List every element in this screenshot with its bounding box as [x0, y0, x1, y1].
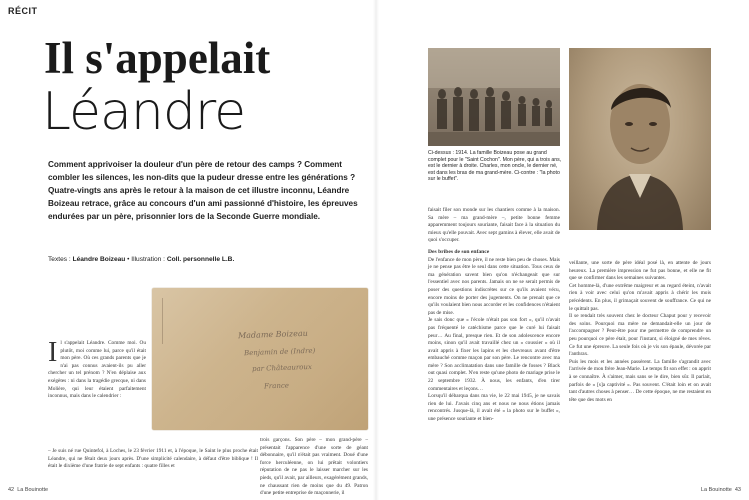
page-number-left: 42 — [8, 487, 15, 493]
postcard-image — [152, 288, 368, 430]
col1-text2: – Je suis né rue Quintefol, à Loches, le 23 février 1911 et, à l'époque, le Saint le plus proche était Léandre, qui ne fêtait deux jours après. D'une simplicité calendaire, à défaut d'être biblique ! Il était le dixième d'une fratrie de sept enfants : quatre filles et — [48, 448, 258, 470]
portrait-figure — [569, 48, 711, 230]
page-gutter — [373, 0, 379, 500]
col3-text: faisait filer son monde sur les chantiers comme à la maison. Sa mère – ma grand-mère –, petite bonne femme apparemment toujours souriante, faisait face à la situation du mieux qu'elle pouvait. Avec sept gamins à élever, elle avait de quoi s'occuper. — [428, 207, 560, 244]
family-photo — [428, 48, 560, 146]
credits-label: Textes : — [48, 256, 73, 263]
postcard-faint-writing — [162, 298, 193, 344]
section-rubric: RÉCIT — [8, 6, 38, 16]
folio-right — [701, 487, 741, 493]
portrait-photo — [569, 48, 711, 230]
column-1-bottom — [48, 448, 258, 480]
col4-text2: Cet homme-là, d'une extrême maigreur et au regard éteint, n'avait rien à voir avec celui qu'on m'avait appris à chérir les mois précédents. En plus, il grimaçait souvent de souffrance. Ce qui ne le quittait pas. — [569, 282, 711, 312]
article-title-line1: Il s'appelait — [44, 33, 271, 83]
family-group-figures — [428, 48, 560, 146]
credits-sep: • Illustration : — [125, 256, 167, 263]
column-2 — [260, 437, 368, 497]
postcard-line-3: par Châteauroux — [251, 362, 313, 374]
credits-illustration: Coll. personnelle L.B. — [166, 256, 235, 263]
page-number-right: 43 — [734, 487, 741, 493]
photo-caption: Ci-dessus : 1914. La famille Boizeau pose au grand complet pour le "Saint Cochon". Mon père, qui a trois ans, est le dernier à droite. Charles, mon oncle, le dernier né, est dans les bras de ma grand-mère. Ci-contre : "la photo sur le buffet". — [428, 150, 562, 183]
credits — [48, 256, 234, 263]
magazine-name-left: La Bouinotte — [17, 487, 49, 493]
article-title-line2: Léandre — [42, 82, 246, 142]
magazine-name-right: La Bouinotte — [700, 487, 732, 493]
col1-text: l s'appelait Léandre. Comme moi. Ou plutôt, moi comme lui, parce qu'il était mon père. Où ces grands parents que je n'ai pas connus avaient-ils pu aller chercher un tel prénom ? N'en déplaise aux exégètes : ni dans la tragédie grecque, ni dans Molière, qui leur étaient parfaitement inconnus, mais dans le calendrier : — [48, 340, 146, 400]
dropcap: I — [48, 337, 58, 368]
col2-text: trois garçons. Son père – mon grand-père – présentait l'apparence d'une sorte de géant débonnaire, qu'il n'était pas vraiment. Doué d'une force herculéenne, on lui prêtait volontiers réputation de ne pas le laisser marcher sur les pieds, qu'il avait, par ailleurs, exagérément grands, ne chaussant rien de moins que du 49. Patron d'une petite entreprise de maçonnerie, il — [260, 437, 368, 497]
postcard-line-1: Madame Boizeau — [237, 328, 308, 341]
col3-text4: Lorsqu'il débarqua dans ma vie, le 22 mai 1945, je ne savais rien de lui. J'avais cinq ans et nous ne nous étions jamais rencontrés. Jusque-là, il avait été « la photo sur le buffet », une présence souriante et bien- — [428, 393, 560, 423]
credits-author: Léandre Boizeau — [72, 256, 126, 263]
postcard-line-2: Benjamin de (Indre) — [243, 346, 316, 358]
column-3 — [428, 207, 560, 482]
col3-text2: De l'enfance de mon père, il ne reste bien peu de choses. Mais je ne pense pas être le seul dans cette situation. Tous ceux de ma génération savent bien qu'on n'échangeait que sur l'essentiel avec nos parents. Jamais on ne se serait permis de poser des questions indiscrètes sur ce qu'ils avaient vécu, encore moins de porter des jugements. On ne prenait que ce qu'ils voulaient bien nous accorder et les confidences n'étaient pas de mise. — [428, 256, 560, 316]
col4-text4: Puis les mois et les années passèrent. La famille s'agrandit avec l'arrivée de mon frère Jean-Marie. Le temps fit son effet : on apprit à se connaître. À s'aimer, mais sans se le dire, bien sûr. Il parlait, parfois de « [s]a captivité ». Pas souvent. C'était loin et on avait tant d'autres choses à penser… De cette époque, ne me restaient en tête que des mots en — [569, 358, 711, 403]
folio-left — [8, 487, 48, 493]
subheading: Des bribes de son enfance — [428, 248, 490, 255]
column-4 — [569, 260, 711, 482]
col3-text3: Je sais donc que « l'école n'était pas son fort », qu'il n'avait pas fréquenté le catéchisme parce que le curé lui faisait peur… Au final, presque rien. Et de son adolescence encore moins, sinon qu'il avait travaillé chez un « coussier » où il avait appris à fixer les lapins et les chevreaux avant d'être embauché comme maçon par son père. Le rencontre avec ma mère ? Son acclimatation dans une famille de fosses ? Black out quasi complet. N'en reste qu'une photo de mariage prise le 22 septembre 1932. À nous, les enfants, d'en tirer commentaires et leçons… — [428, 317, 560, 392]
lead-paragraph: Comment apprivoiser la douleur d'un père de retour des camps ? Comment combler les silences, les non-dits que la pudeur dresse entre les générations ? Quatre-vingts ans après le retour à la maison de cet illustre inconnu, Léandre Boizeau retrace, grâce au concours d'un ami passionné d'histoire, les épreuves endurées par un père, prisonnier lors de la Seconde Guerre mondiale. — [48, 160, 358, 221]
col4-text: veillante, une sorte de père idéal posé là, en attente de jours heureux. La première impression ne fut pas bonne, et elle ne fit que se confirmer dans les semaines suivantes. — [569, 260, 711, 282]
col4-text3: Il se rendait très souvent chez le docteur Chaput pour y recevoir des soins. Pourquoi ma mère ne demandait-elle un jour de l'accompagner ? Peut-être pour me permettre de comprendre un peu pourquoi ce père était, pour l'instant, si éloigné de mes rêves. Ce fut une épreuve. La seule fois où je vis son épaule, dévorée par l'anthrax. — [569, 313, 711, 358]
postcard-line-4: France — [263, 381, 290, 391]
